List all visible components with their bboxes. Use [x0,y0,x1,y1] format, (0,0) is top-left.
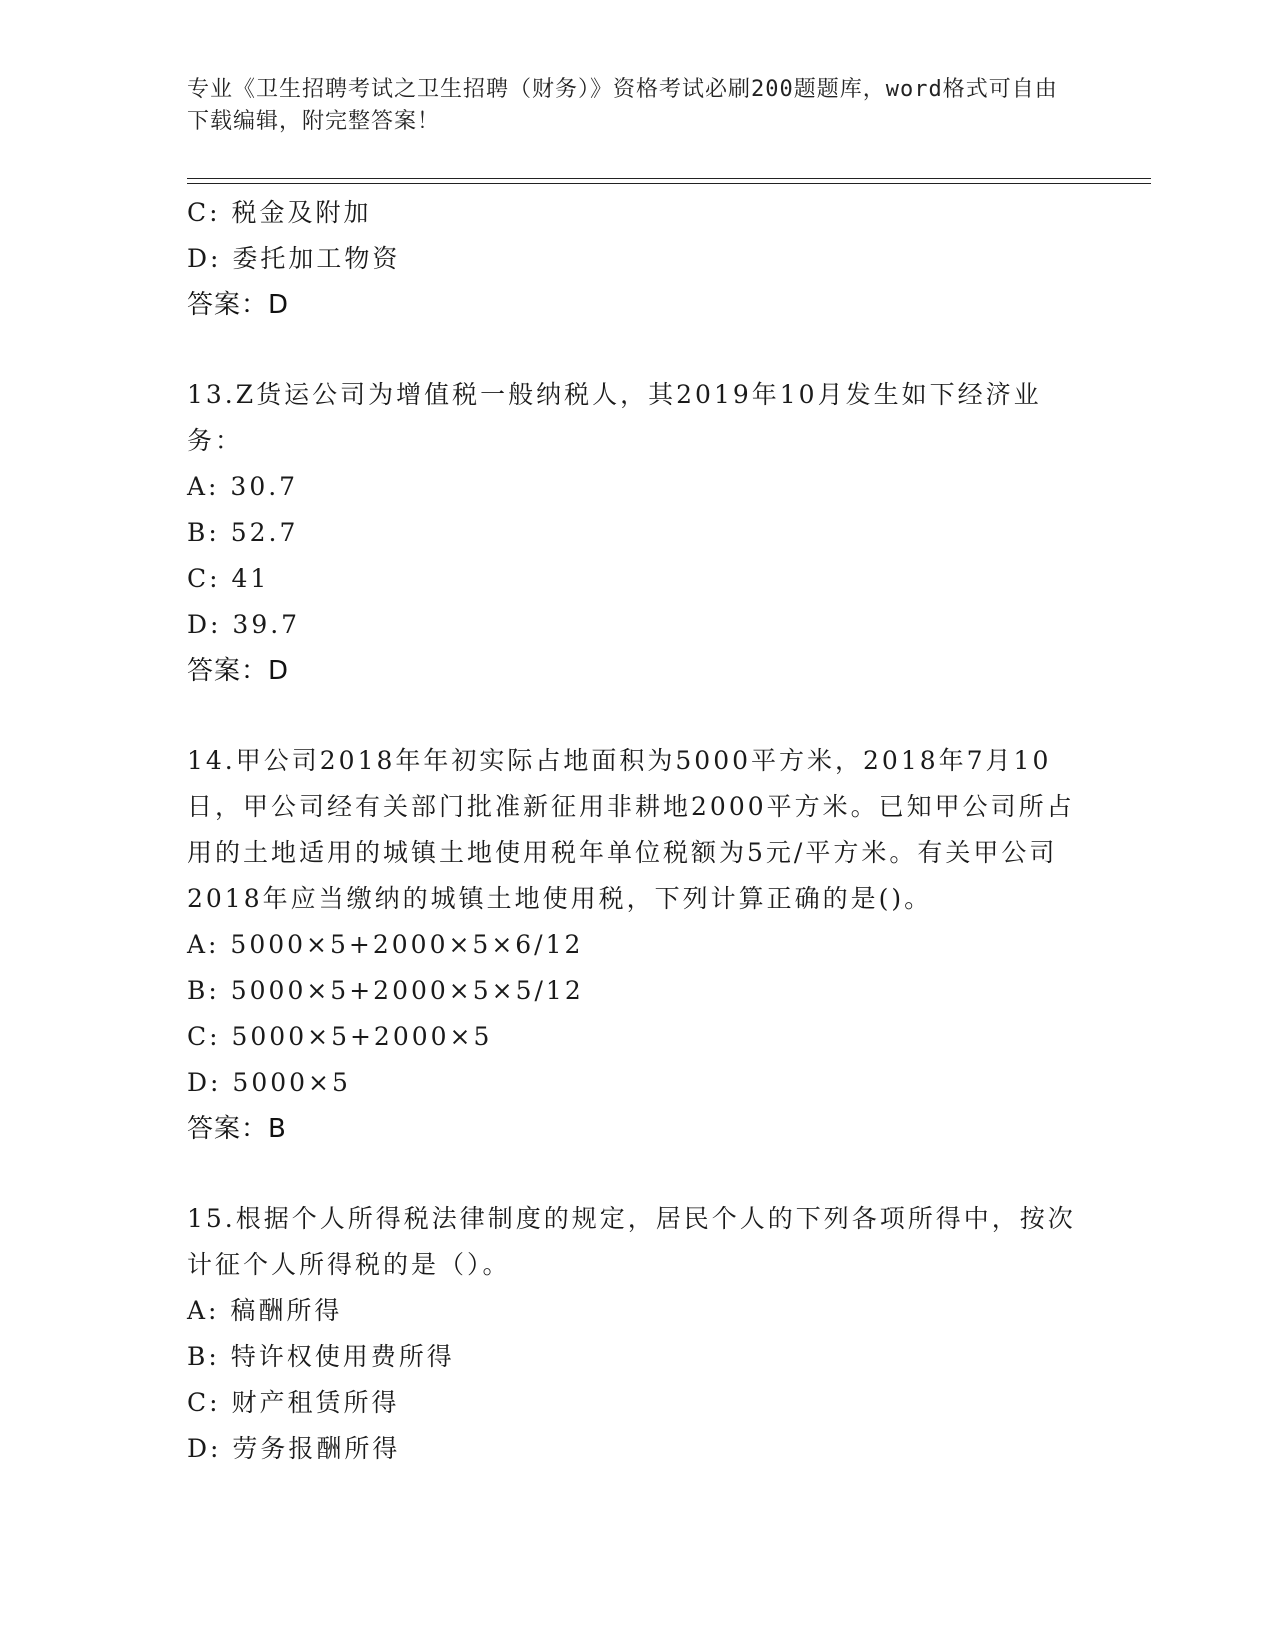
option-c: C: 5000×5+2000×5 [187,1022,493,1051]
answer: 答案：D [187,290,290,320]
header-rule-top [187,178,1151,179]
question-list [187,190,1087,1472]
option-b: B: 52.7 [187,518,299,547]
question-12-tail [187,190,1087,328]
option-c: C: 税金及附加 [187,198,372,227]
spacer [187,1152,1087,1196]
option-a: A: 5000×5+2000×5×6/12 [187,930,584,959]
option-a: A: 30.7 [187,472,299,501]
option-a: A: 稿酬所得 [187,1296,343,1325]
option-d: D: 劳务报酬所得 [187,1434,401,1463]
option-b: B: 5000×5+2000×5×5/12 [187,976,584,1005]
answer: 答案：B [187,1114,287,1144]
option-d: D: 39.7 [187,610,301,639]
question-14 [187,738,1087,1152]
header-rule-bottom [187,183,1151,184]
question-stem: 14.甲公司2018年年初实际占地面积为5000平方米，2018年7月10日，甲公司经有关部门批准新征用非耕地2000平方米。已知甲公司所占用的土地适用的城镇土地使用税年单位税额为5元/平方米。有关甲公司2018年应当缴纳的城镇土地使用税，下列计算正确的是()。 [187,746,1075,913]
question-stem: 15.根据个人所得税法律制度的规定，居民个人的下列各项所得中，按次计征个人所得税的是（）。 [187,1204,1076,1279]
option-d: D: 委托加工物资 [187,244,401,273]
spacer [187,694,1087,738]
question-stem: 13.Z货运公司为增值税一般纳税人，其2019年10月发生如下经济业务： [187,380,1042,455]
option-c: C: 财产租赁所得 [187,1388,400,1417]
spacer [187,328,1087,372]
question-15 [187,1196,1087,1472]
option-b: B: 特许权使用费所得 [187,1342,455,1371]
question-13 [187,372,1087,694]
document-header: 专业《卫生招聘考试之卫生招聘（财务）》资格考试必刷200题题库，word格式可自由下载编辑，附完整答案！ [187,77,1058,134]
option-d: D: 5000×5 [187,1068,351,1097]
option-c: C: 41 [187,564,270,593]
answer: 答案：D [187,656,290,686]
